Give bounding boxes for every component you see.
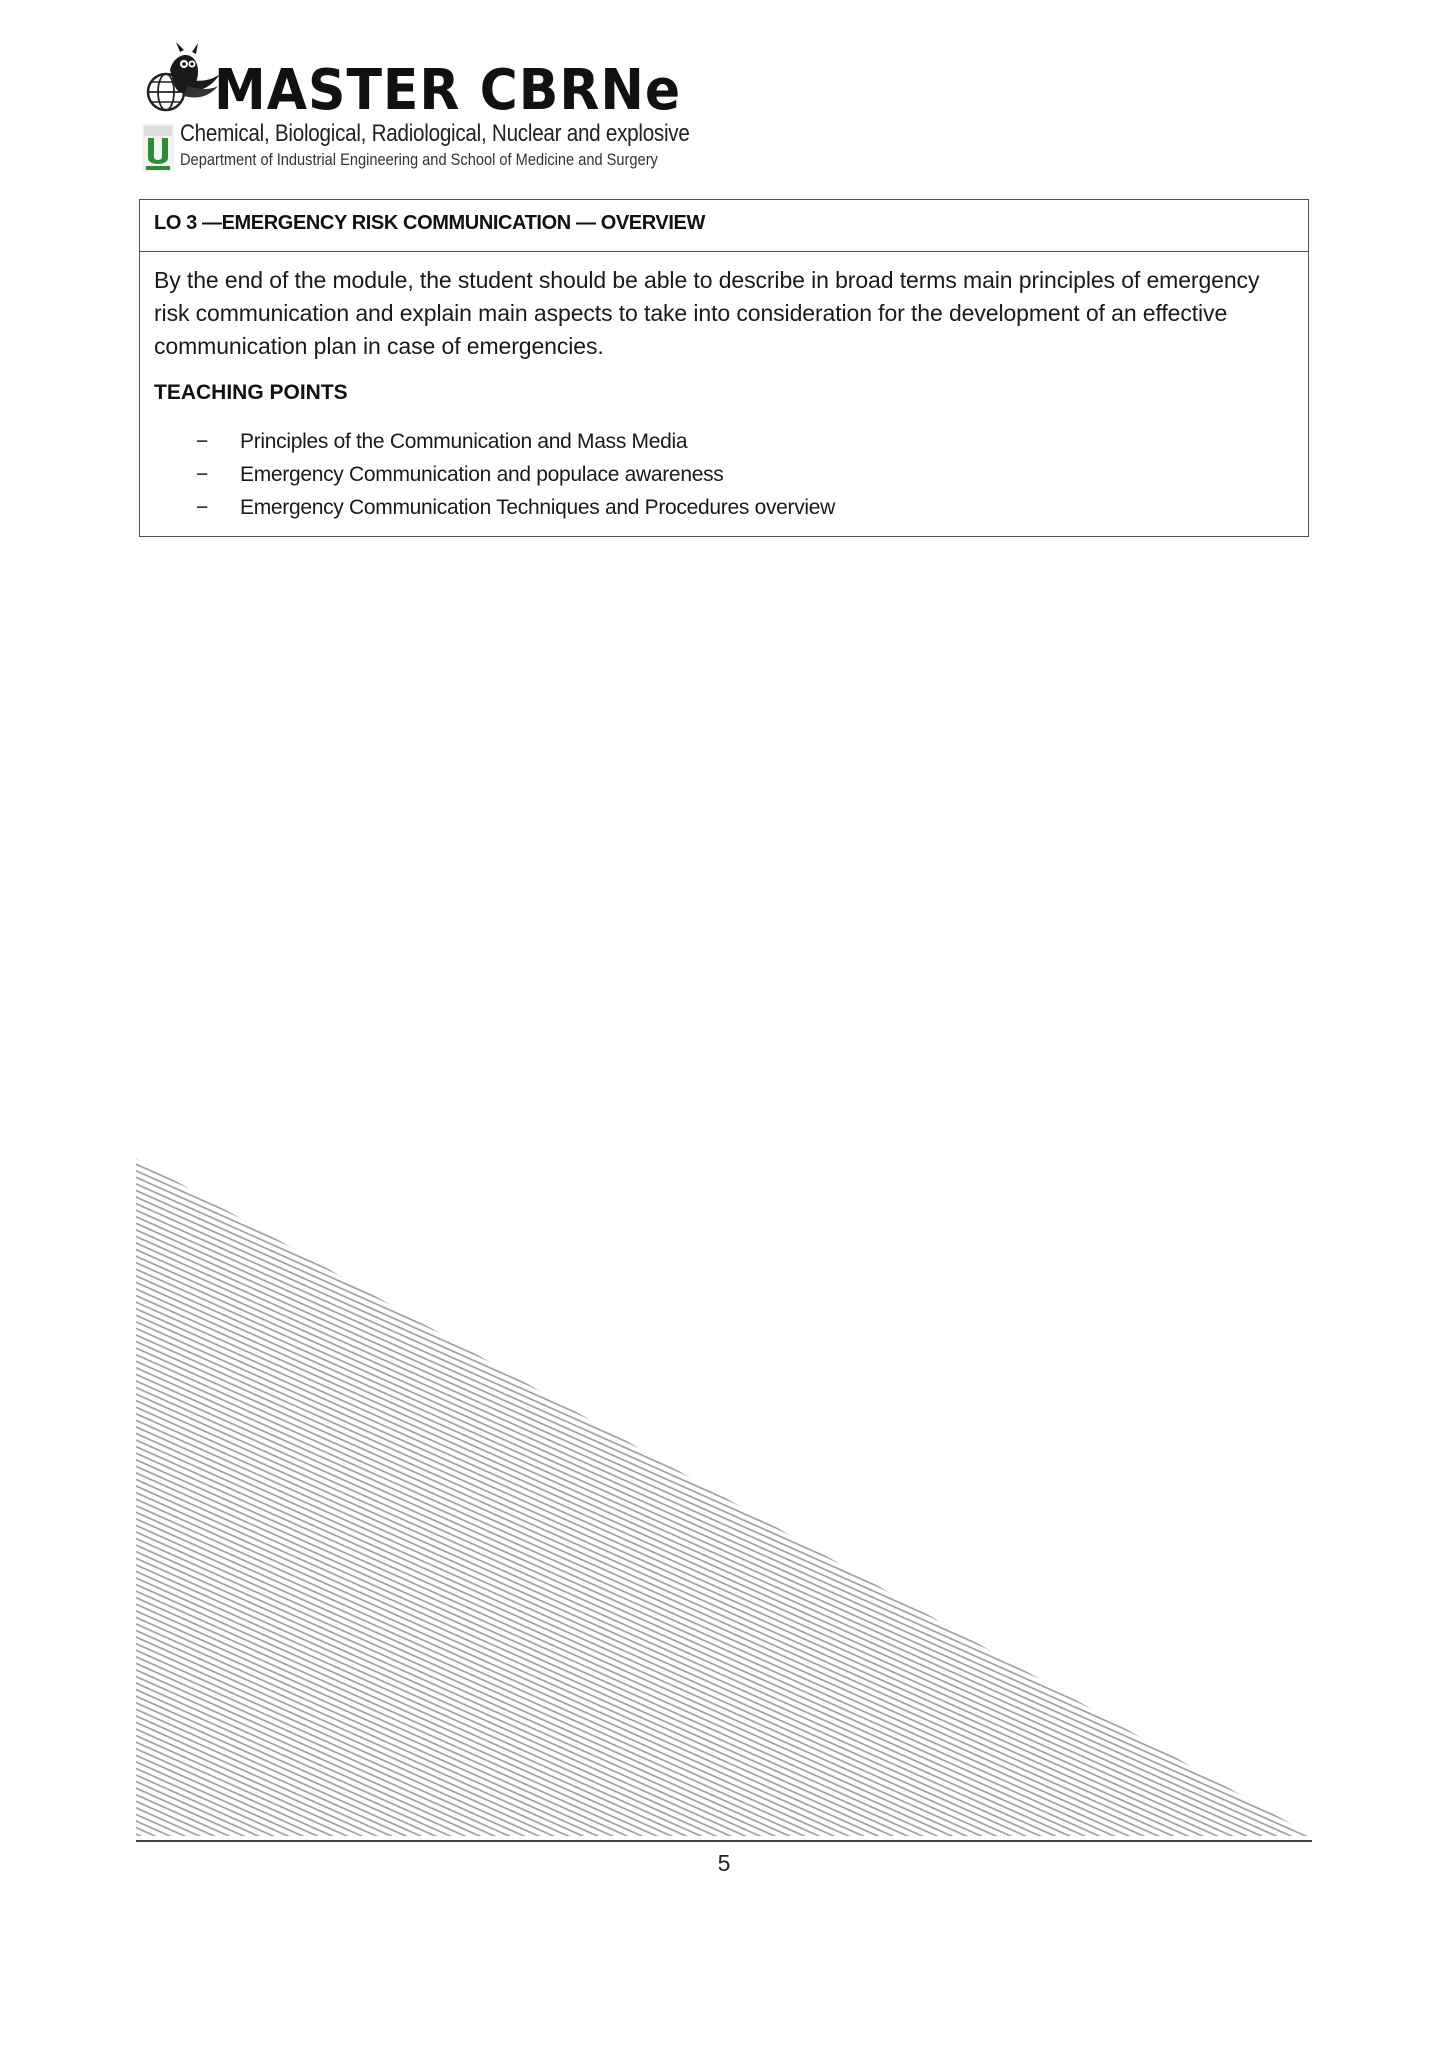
list-item [154,458,1294,491]
university-mark-icon [142,124,174,172]
teaching-point-text: Emergency Communication Techniques and Procedures overview [240,496,836,519]
bullet-dash: − [196,463,208,486]
logo-title: MASTER CBRNe [214,58,682,123]
bullet-dash: − [196,430,208,453]
list-item [154,425,1294,458]
lo-description: By the end of the module, the student should be able to describe in broad terms main principles of emergency risk communication and explain main aspects to take into consideration for the development of an effective communication plan in case of emergencies. [154,267,1260,359]
learning-objective-table [139,199,1309,537]
teaching-points-heading: TEACHING POINTS [154,381,348,404]
lo-body [140,252,1308,524]
hatched-triangle-decoration [136,1156,1312,1836]
owl-globe-emblem-icon [140,40,220,120]
footer-divider [136,1840,1312,1842]
bullet-dash: − [196,496,208,519]
teaching-points-list [154,425,1294,524]
logo-subtitle: Chemical, Biological, Radiological, Nuclear and explosive [180,120,690,147]
lo-title: LO 3 —EMERGENCY RISK COMMUNICATION — OVERVIEW [140,200,1308,252]
list-item [154,491,1294,524]
page-number: 5 [717,1850,731,1876]
teaching-point-text: Principles of the Communication and Mass Media [240,430,688,453]
master-cbrne-logo [140,40,690,175]
teaching-point-text: Emergency Communication and populace awareness [240,463,724,486]
logo-department: Department of Industrial Engineering and School of Medicine and Surgery [180,150,658,169]
